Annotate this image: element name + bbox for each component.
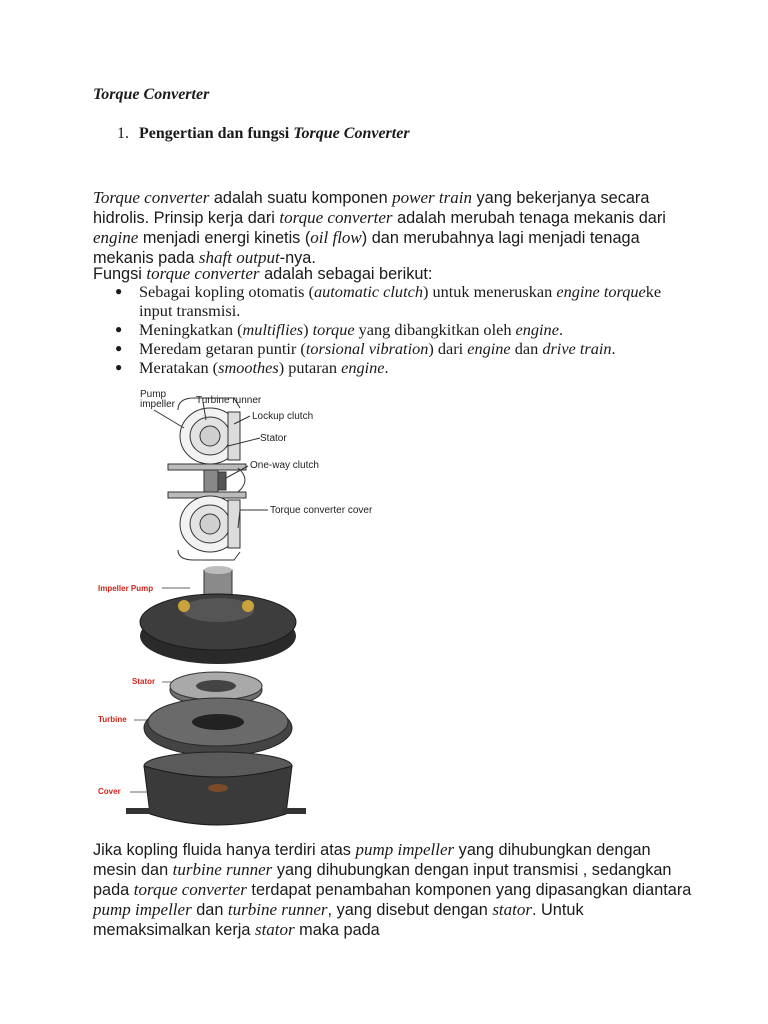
text-run: Meratakan ( bbox=[139, 358, 219, 377]
text-run: menjadi energi kinetis ( bbox=[138, 229, 311, 247]
text-run: . bbox=[611, 339, 616, 358]
text-run: ) dari bbox=[428, 339, 468, 358]
term: torque converter bbox=[279, 208, 393, 227]
term: torsional vibration bbox=[305, 339, 429, 358]
list-item bbox=[93, 358, 693, 377]
section-label: Pengertian dan fungsi bbox=[139, 125, 294, 142]
label-one-way-clutch: One-way clutch bbox=[250, 460, 319, 471]
text-run: ke input transmisi. bbox=[139, 282, 662, 320]
text-run: ) putaran bbox=[278, 358, 342, 377]
text-run: dan bbox=[191, 901, 228, 919]
text-run: , yang disebut dengan bbox=[327, 901, 493, 919]
exploded-drawing bbox=[96, 566, 316, 836]
term: turbine runner bbox=[227, 900, 328, 919]
text-run: yang bekerjanya secara hidrolis. Prinsip kerja dari bbox=[93, 189, 650, 227]
label-cover: Cover bbox=[98, 787, 121, 796]
term: torque converter bbox=[133, 880, 247, 899]
paragraph-stator bbox=[93, 840, 693, 940]
text-run: -nya. bbox=[279, 249, 316, 267]
section-label-emphasis: Torque Converter bbox=[293, 125, 410, 142]
label-stator: Stator bbox=[260, 433, 287, 444]
list-item bbox=[93, 282, 693, 320]
term: oil flow bbox=[310, 228, 362, 247]
section-heading bbox=[117, 125, 410, 143]
term: automatic clutch bbox=[314, 282, 423, 301]
cutaway-diagram bbox=[128, 388, 373, 563]
cutaway-drawing bbox=[128, 388, 368, 563]
text-run: yang dihubungkan dengan input transmisi , sedangkan pada bbox=[93, 861, 672, 899]
text-run: ) dan merubahnya lagi menjadi tenaga mekanis pada bbox=[93, 229, 640, 267]
document-title: Torque Converter bbox=[93, 86, 210, 103]
label-lockup-clutch: Lockup clutch bbox=[252, 411, 314, 422]
term: pump impeller bbox=[355, 840, 455, 859]
term: Torque converter bbox=[93, 188, 210, 207]
label-turbine-runner: Turbine runner bbox=[196, 395, 262, 406]
section-number: 1. bbox=[117, 125, 129, 142]
list-item bbox=[93, 320, 693, 339]
paragraph-function-intro bbox=[93, 264, 693, 284]
term: torque bbox=[312, 320, 355, 339]
text-run: . bbox=[558, 320, 564, 339]
term: multiflies bbox=[242, 320, 304, 339]
term: pump impeller bbox=[93, 900, 192, 919]
text-run: Meningkatkan ( bbox=[139, 320, 243, 339]
term: torque converter bbox=[146, 264, 260, 283]
text-run: adalah merubah tenaga mekanis dari bbox=[392, 209, 666, 227]
text-run: . bbox=[384, 358, 389, 377]
bullet-icon: ● bbox=[115, 360, 123, 374]
text-run: yang dihubungkan dengan mesin dan bbox=[93, 841, 651, 879]
text-run: Sebagai kopling otomatis ( bbox=[139, 282, 314, 301]
term: power train bbox=[392, 188, 472, 207]
term: engine bbox=[467, 339, 511, 358]
term: stator bbox=[492, 900, 532, 919]
text-run: adalah suatu komponen bbox=[209, 189, 393, 207]
label-impeller-pump: Impeller Pump bbox=[98, 584, 154, 593]
term: turbine runner bbox=[172, 860, 273, 879]
term: engine bbox=[515, 320, 559, 339]
bullet-icon: ● bbox=[115, 322, 123, 336]
text-run: adalah sebagai berikut: bbox=[259, 265, 433, 283]
text-run: yang dibangkitkan oleh bbox=[354, 320, 516, 339]
label-stator-photo: Stator bbox=[132, 677, 156, 686]
text-run: ) bbox=[303, 320, 313, 339]
text-run: dan bbox=[510, 339, 543, 358]
function-list bbox=[93, 282, 693, 377]
paragraph-definition bbox=[93, 188, 693, 268]
term: stator bbox=[254, 920, 295, 939]
term: engine bbox=[93, 228, 139, 247]
bullet-icon: ● bbox=[115, 284, 123, 298]
bullet-icon: ● bbox=[115, 341, 123, 355]
term: engine torque bbox=[556, 282, 646, 301]
text-run: terdapat penambahan komponen yang dipasangkan diantara bbox=[246, 881, 692, 899]
text-run: maka pada bbox=[294, 921, 380, 939]
label-torque-converter-cover: Torque converter cover bbox=[270, 505, 373, 516]
list-item bbox=[93, 339, 693, 358]
label-pump-impeller: Pump impeller bbox=[140, 389, 176, 410]
text-run: . Untuk memaksimalkan kerja bbox=[93, 901, 584, 939]
term: drive train bbox=[542, 339, 612, 358]
term: smoothes bbox=[218, 358, 279, 377]
term: shaft output bbox=[198, 248, 280, 267]
text-run: Meredam getaran puntir ( bbox=[139, 339, 306, 358]
term: engine bbox=[341, 358, 385, 377]
exploded-view-photo bbox=[96, 566, 316, 836]
text-run: ) untuk meneruskan bbox=[422, 282, 557, 301]
label-turbine: Turbine bbox=[98, 715, 127, 724]
text-run: Fungsi bbox=[93, 265, 147, 283]
text-run: Jika kopling fluida hanya terdiri atas bbox=[93, 841, 356, 859]
